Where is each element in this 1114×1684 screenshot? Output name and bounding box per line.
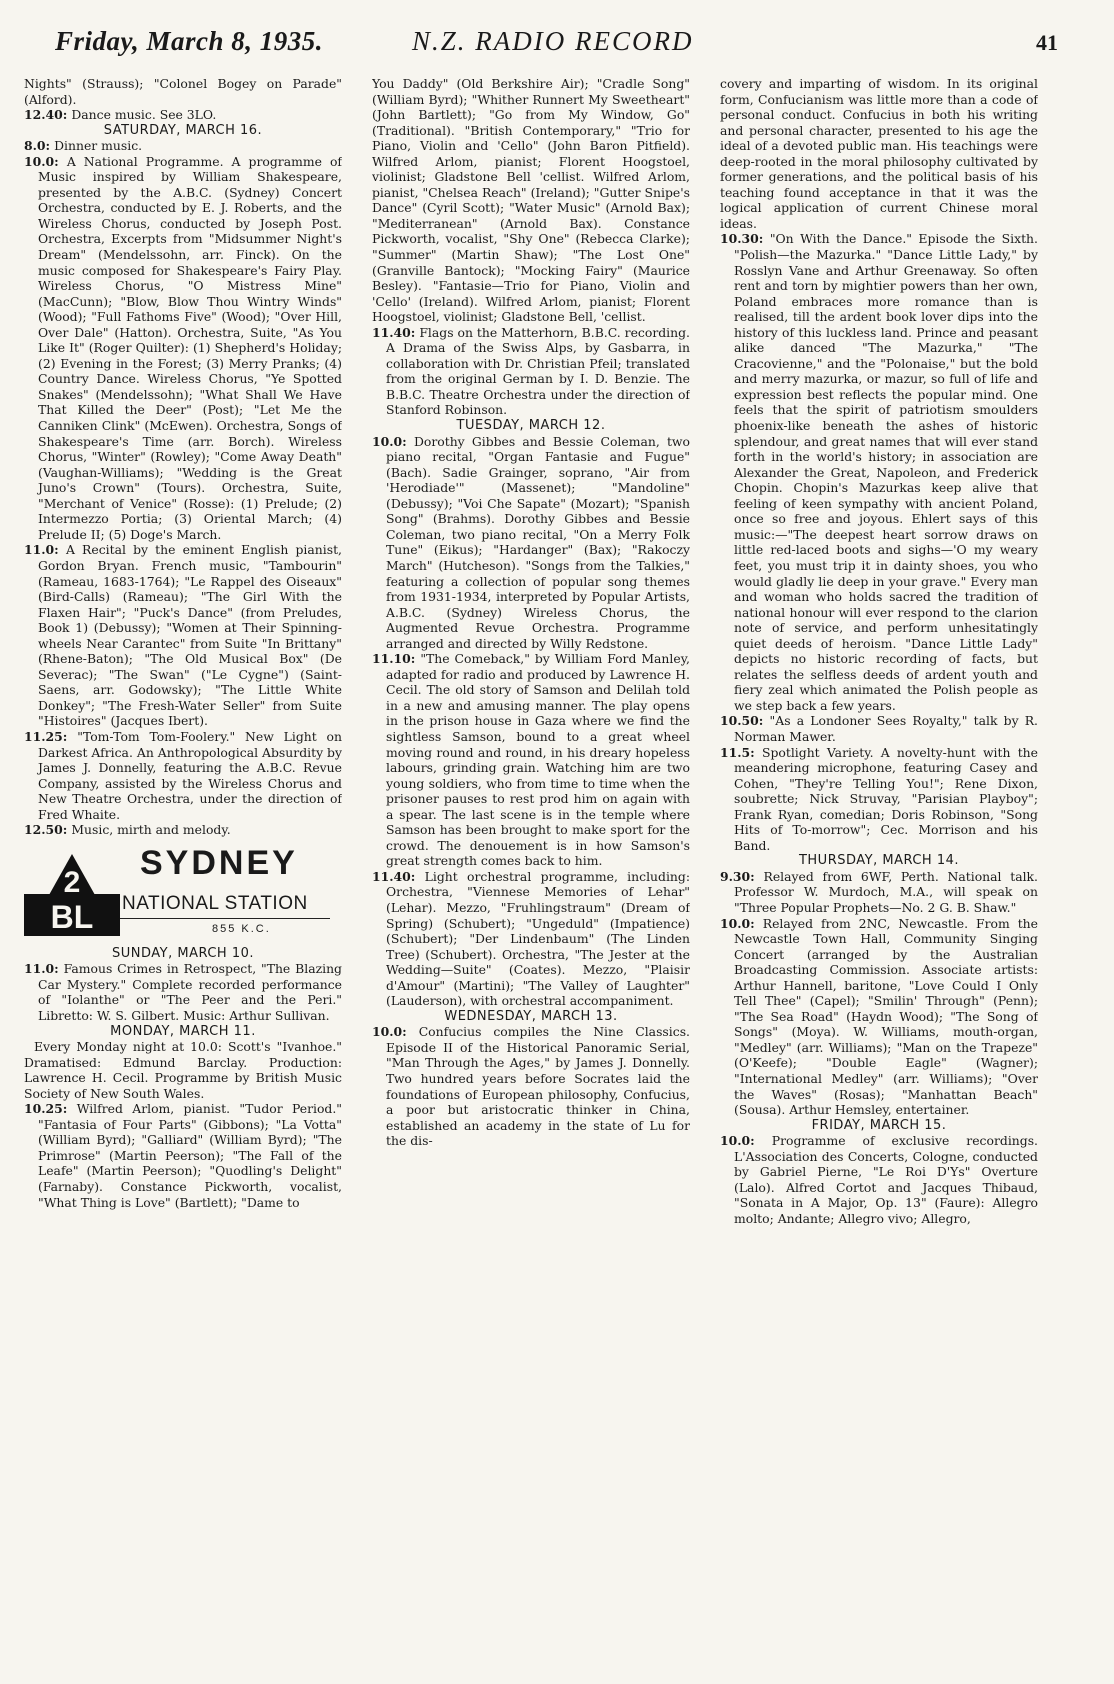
programme-text: Music, mirth and melody. bbox=[71, 822, 231, 838]
station-subtitle: NATIONAL STATION bbox=[122, 892, 308, 914]
programme-time: 11.40: bbox=[372, 324, 416, 340]
programme-time: 10.0: bbox=[372, 433, 407, 449]
programme-text: Relayed from 2NC, Newcastle. From the Newcastle Town Hall, Community Singing Concert (arranged by the Australian Broadcasting Commission. Associate artists: Arthur Hannell, baritone, "Love Could I Only Tell Thee" (Capel); "Smilin' Through" (Penn); "The Sea Road" (Haydn Wood); "The Song of Songs" (Moya). W. Williams, mouth-organ, "Medley" (arr. Williams); "Man on the Trapeze" (O'Keefe); "Double Eagle" (Wagner); "International Medley" (arr. Williams); "Over the Waves" (Rosas); "Manhattan Beach" (Sousa). Arthur Hemsley, entertainer. bbox=[734, 915, 1038, 1118]
programme-time: 11.40: bbox=[372, 868, 416, 884]
programme-time: 12.40: bbox=[24, 107, 68, 123]
programme-time: 11.25: bbox=[24, 728, 68, 744]
programme-item bbox=[372, 869, 690, 1009]
programme-text: Programme of exclusive recordings. L'Association des Concerts, Cologne, conducted by Gabriel Pierne, "Le Roi D'Ys" Overture (Lalo). Alfred Cortot and Jacques Thibaud, "Sonata in A Major, Op. 13" (Faure): Allegro molto; Andante; Allegro vivo; Allegro, bbox=[734, 1133, 1038, 1226]
station-frequency: 855 K.C. bbox=[212, 922, 271, 935]
programme-text: "Tom-Tom Tom-Foolery." New Light on Darkest Africa. An Anthropological Absurdity by James J. Donnelly, featuring the A.B.C. Revue Company, assisted by the Wireless Chorus and New Theatre Orchestra, under the direction of Fred Whaite. bbox=[38, 728, 342, 822]
column-1 bbox=[24, 76, 342, 1676]
programme-item bbox=[372, 1024, 690, 1148]
programme-text: Dorothy Gibbes and Bessie Coleman, two piano recital, "Organ Fantasie and Fugue" (Bach). Sadie Grainger, soprano, "Air from 'Herodiade'" (Massenet); "Mandoline" (Debussy); "Voi Che Sapate" (Mozart); "Spanish Song" (Brahms). Dorothy Gibbes and Bessie Coleman, two piano recital, "On a Merry Folk Tune" (Eikus); "Hardanger" (Bax); "Rakoczy March" (Hutcheson). "Songs from the Talkies," featuring a collection of popular song themes from 1931-1934, interpreted by Popular Artists, A.B.C. (Sydney) Wireless Chorus, the Augmented Revue Orchestra. Programme arranged and directed by Willy Redstone. bbox=[386, 433, 690, 651]
programme-time: 11.0: bbox=[24, 542, 59, 558]
programme-item bbox=[720, 869, 1038, 916]
programme-text: Spotlight Variety. A novelty-hunt with the meandering microphone, featuring Casey and Cohen, "They're Telling You!"; Rene Dixon, soubrette; Nick Struvay, "Parisian Playboy"; Frank Ryan, comedian; Doris Robinson, "Song Hits of To-morrow"; Cec. Morrison and his Band. bbox=[734, 744, 1038, 853]
station-logo bbox=[24, 843, 330, 940]
programme-item bbox=[24, 729, 342, 822]
programme-text: Flags on the Matterhorn, B.B.C. recording. A Drama of the Swiss Alps, by Gasbarra, in collaboration with Dr. Christian Pfeil; translated from the original German by I. D. Benzie. The B.B.C. Theatre Orchestra under the direction of Stanford Robinson. bbox=[386, 324, 690, 418]
programme-text: Wilfred Arlom, pianist. "Tudor Period." "Fantasia of Four Parts" (Gibbons); "La Votta" (William Byrd); "Galliard" (William Byrd); "The Primrose" (Martin Peerson); "The Fall of the Leafe" (Martin Peerson); "Quodling's Delight" (Farnaby). Constance Pickworth, vocalist, "What Thing is Love" (Bartlett); "Dame to bbox=[38, 1101, 342, 1210]
programme-text: Light orchestral programme, including: Orchestra, "Viennese Memories of Lehar" (Lehar). Mezzo, "Fruhlingstraum" (Dream of Spring) (Schubert); "Ungeduld" (Impatience) (Schubert); "Der Lindenbaum" (The Linden Tree) (Schubert). Orchestra, "The Jester at the Wedding—Suite" (Coates). Mezzo, "Plaisir d'Amour" (Martini); "The Valley of Laughter" (Lauderson), with orchestral accompaniment. bbox=[386, 868, 690, 1009]
programme-text: "The Comeback," by William Ford Manley, adapted for radio and produced by Lawrence H. Cecil. The old story of Samson and Delilah told in a new and amusing manner. The play opens in the prison house in Gaza where we find the sightless Samson, bound to a great wheel moving round and round, in his dreary hopeless labours, grinding grain. Watching him are two young soldiers, who from time to time when the prisoner pauses to rest prod him on again with a spear. The last scene is in the temple where Samson has been brought to make sport for the crowd. The denouement is in how Samson's great strength comes back to him. bbox=[386, 651, 690, 869]
programme-item bbox=[720, 713, 1038, 744]
programme-text: Famous Crimes in Retrospect, "The Blazing Car Mystery." Complete recorded performance of "Iolanthe" or "The Peer and the Peri." Libretto: W. S. Gilbert. Music: Arthur Sullivan. bbox=[38, 961, 342, 1023]
programme-item bbox=[720, 745, 1038, 854]
programme-item bbox=[24, 822, 342, 838]
programme-item bbox=[720, 1133, 1038, 1226]
programme-text: A Recital by the eminent English pianist, Gordon Bryan. French music, "Tambourin" (Rameau, 1683-1764); "Le Rappel des Oiseaux" (Bird-Calls) (Rameau); "The Girl With the Flaxen Hair"; "Puck's Dance" (from Preludes, Book 1) (Debussy); "Women at Their Spinning-wheels Near Carantec" from Suite "In Brittany" (Rhene-Baton); "The Old Musical Box" (De Severac); "The Swan" ("Le Cygne") (Saint-Saens, arr. Godowsky); "The Little White Donkey"; "The Fresh-Water Seller" from Suite "Histoires" (Jacques Ibert). bbox=[38, 542, 342, 729]
programme-time: 10.0: bbox=[720, 915, 755, 931]
programme-text: Dance music. See 3LO. bbox=[71, 107, 217, 123]
programme-item bbox=[24, 154, 342, 543]
programme-item bbox=[24, 961, 342, 1023]
programme-text: "On With the Dance." Episode the Sixth. "Polish—the Mazurka." "Dance Little Lady," by Rosslyn Vane and Arthur Greenaway. So often rent and torn by mightier powers than her own, Poland embraces more romance than is realised, till the ardent book lover dips into the history of this luckless land. Prince and peasant alike danced "The Mazurka," "The Cracovienne," and the "Polonaise," but the bold and merry mazurka, or mazur, so full of life and expression best reflects the popular mind. One feels that the spirit of patriotism smoulders phoenix-like beneath the ashes of historic splendour, and great names that will ever stand forth in the world's history; in association are Alexander the Great, Napoleon, and Frederick Chopin. Chopin's Mazurkas keep alive that feeling of keen sympathy with ancient Poland, once so free and joyous. Ehlert says of this music:—"The deepest heart sorrow draws on little red-laced boots and sighs—'O my weary feet, you must trip it in dainty shoes, you who would gladly lie deep in your grave." Every man and woman who holds sacred the tradition of national honour will ever respond to the clarion note of service, and perform unhesitatingly quiet deeds of heroism. "Dance Little Lady" depicts no historic recording of facts, but relates the selfless deeds of ardent youth and fiery zeal which animated the Polish people as we step back a few years. bbox=[734, 231, 1038, 713]
continued-text: Nights" (Strauss); "Colonel Bogey on Parade" (Alford). bbox=[24, 76, 342, 107]
masthead-title: N.Z. RADIO RECORD bbox=[412, 26, 694, 56]
page-number: 41 bbox=[1036, 30, 1058, 55]
programme-time: 10.0: bbox=[720, 1133, 755, 1149]
programme-item bbox=[720, 916, 1038, 1118]
programme-item bbox=[24, 107, 342, 123]
column-3 bbox=[720, 76, 1038, 1676]
programme-item bbox=[372, 325, 690, 418]
programme-item bbox=[24, 1101, 342, 1210]
programme-time: 11.0: bbox=[24, 961, 59, 977]
day-heading: TUESDAY, MARCH 12. bbox=[456, 418, 606, 434]
programme-item bbox=[24, 542, 342, 729]
programme-note: Every Monday night at 10.0: Scott's "Ivanhoe." Dramatised: Edmund Barclay. Production: Lawrence H. Cecil. Programme by British Music Society of New South Wales. bbox=[24, 1039, 342, 1101]
logo-divider bbox=[120, 918, 330, 920]
station-badge-icon bbox=[24, 852, 120, 938]
day-heading: SUNDAY, MARCH 10. bbox=[111, 945, 255, 961]
programme-time: 10.25: bbox=[24, 1101, 68, 1117]
programme-item bbox=[720, 231, 1038, 713]
programme-time: 10.0: bbox=[24, 153, 59, 169]
day-heading: MONDAY, MARCH 11. bbox=[110, 1023, 256, 1039]
badge-callsign: BL bbox=[50, 898, 94, 935]
programme-text: Dinner music. bbox=[54, 138, 143, 154]
issue-date: Friday, March 8, 1935. bbox=[55, 26, 324, 56]
continued-text: You Daddy" (Old Berkshire Air); "Cradle Song" (William Byrd); "Whither Runnert My Sweetheart" (John Bartlett); "Go from My Window, Go" (Traditional). "British Contemporary," "Trio for Piano, Violin and 'Cello" (John Baron Pitfield). Wilfred Arlom, pianist; Florent Hoogstoel, violinist; Gladstone Bell 'cellist. Wilfred Arlom, pianist, "Chelsea Reach" (Ireland); "Gutter Snipe's Dance" (Cyril Scott); "Water Music" (Arnold Bax); "Mediterranean" (Arnold Bax). Constance Pickworth, vocalist, "Shy One" (Rebecca Clarke); "Summer" (Martin Shaw); "The Lost One" (Granville Bantock); "Mocking Fairy" (Maurice Besley). "Fantasie—Trio for Piano, Violin and 'Cello' (Ireland). Wilfred Arlom, pianist; Florent Hoogstoel, violinist; Gladstone Bell, 'cellist. bbox=[372, 76, 690, 325]
programme-text: Confucius compiles the Nine Classics. Episode II of the Historical Panoramic Serial, "Man Through the Ages," by James J. Donnelly. Two hundred years before Socrates laid the foundations of European philosophy, Confucius, a poor but aristocratic thinker in China, established an academy in the state of Lu for the dis- bbox=[386, 1024, 690, 1149]
programme-item bbox=[372, 434, 690, 652]
badge-number: 2 bbox=[63, 865, 81, 899]
column-2 bbox=[372, 76, 690, 1676]
programme-time: 8.0: bbox=[24, 138, 51, 154]
programme-time: 10.50: bbox=[720, 713, 764, 729]
programme-item bbox=[372, 651, 690, 869]
day-heading: THURSDAY, MARCH 14. bbox=[798, 853, 960, 869]
programme-time: 10.0: bbox=[372, 1024, 407, 1040]
station-name: SYDNEY bbox=[140, 843, 298, 882]
continued-text: covery and imparting of wisdom. In its original form, Confucianism was little more than a code of personal conduct. Confucius in both his writing and personal character, presented to his age the ideal of a devoted public man. His teachings were deep-rooted in the moral philosophy cultivated by former generations, and the political basis of his teaching found acceptance in that it was the logical application of current Chinese moral ideas. bbox=[720, 76, 1038, 231]
programme-text: A National Programme. A programme of Music inspired by William Shakespeare, presented by the A.B.C. (Sydney) Concert Orchestra, conducted by E. J. Roberts, and the Wireless Chorus, conducted by Joseph Post. Orchestra, Excerpts from "Midsummer Night's Dream" (Mendelssohn, arr. Finck). On the music composed for Shakespeare's Fairy Play. Wireless Chorus, "O Mistress Mine" (MacCunn); "Blow, Blow Thou Wintry Winds" (Wood); "Full Fathoms Five" (Wood); "Over Hill, Over Dale" (Hatton). Orchestra, Suite, "As You Like It" (Roger Quilter): (1) Shepherd's Holiday; (2) Evening in the Forest; (3) Merry Pranks; (4) Country Dance. Wireless Chorus, "Ye Spotted Snakes" (Mendelssohn); "What Shall We Have That Killed the Deer" (Post); "Let Me the Canniken Clink" (McEwen). Orchestra, Songs of Shakespeare's Time (arr. Borch). Wireless Chorus, "Winter" (Rowley); "Come Away Death" (Vaughan-Williams); "Wedding is the Great Juno's Crown" (Tours). Orchestra, Suite, "Merchant of Venice" (Rosse): (1) Prelude; (2) Intermezzo Portia; (3) Oriental March; (4) Prelude II; (5) Doge's March. bbox=[38, 153, 342, 542]
programme-time: 12.50: bbox=[24, 822, 68, 838]
programme-time: 9.30: bbox=[720, 868, 755, 884]
day-heading: FRIDAY, MARCH 15. bbox=[811, 1117, 947, 1133]
day-heading: WEDNESDAY, MARCH 13. bbox=[444, 1008, 618, 1024]
programme-time: 11.10: bbox=[372, 651, 416, 667]
programme-item bbox=[24, 138, 342, 154]
page-header bbox=[0, 26, 1114, 66]
programme-text: "As a Londoner Sees Royalty," talk by R. Norman Mawer. bbox=[734, 713, 1038, 744]
programme-time: 11.5: bbox=[720, 744, 755, 760]
day-heading: SATURDAY, MARCH 16. bbox=[103, 122, 263, 138]
programme-text: Relayed from 6WF, Perth. National talk. Professor W. Murdoch, M.A., will speak on "Three Popular Prophets—No. 2 G. B. Shaw." bbox=[734, 868, 1038, 915]
programme-time: 10.30: bbox=[720, 231, 764, 247]
